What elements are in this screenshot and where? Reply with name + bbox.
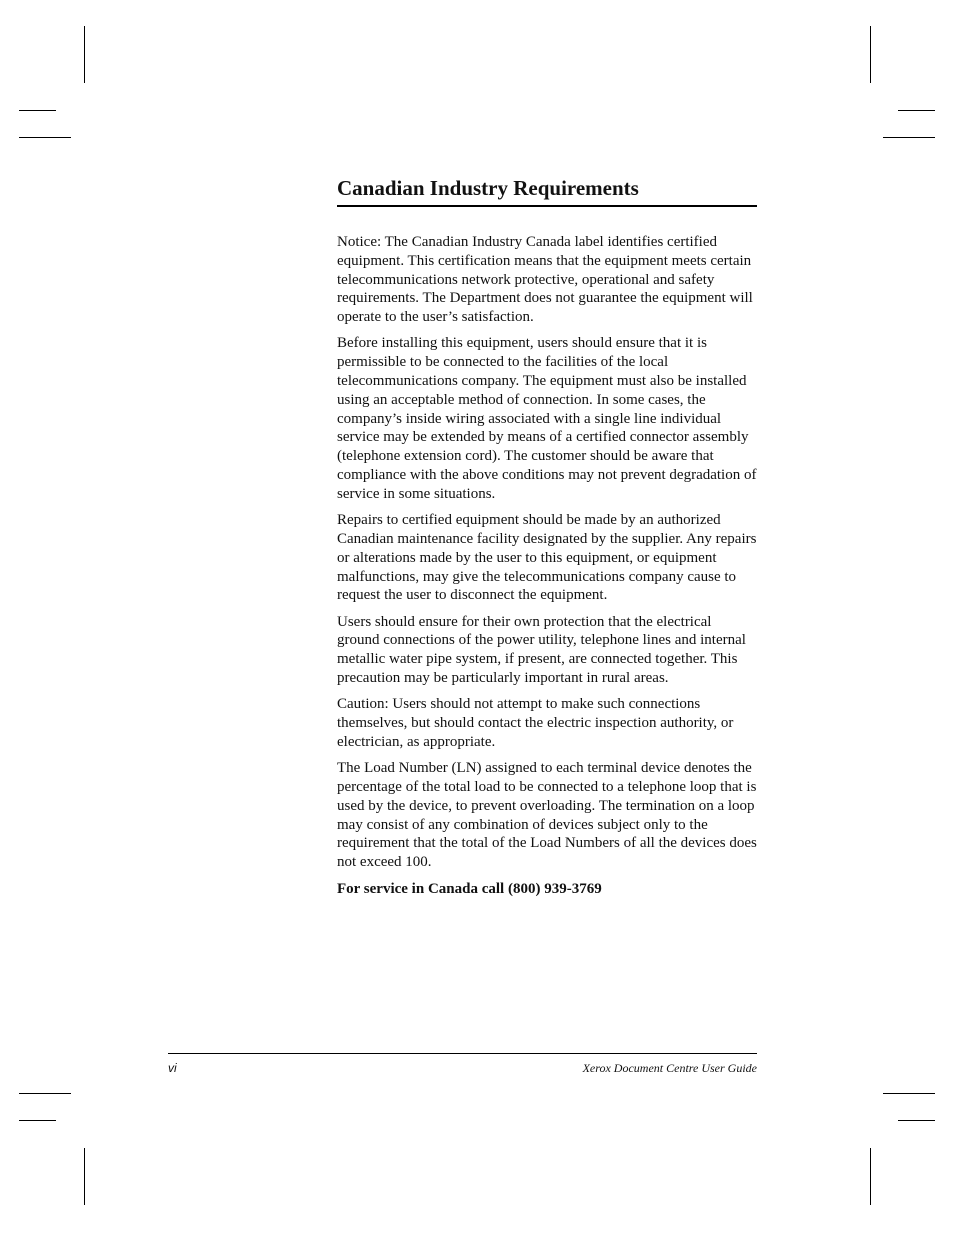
crop-mark-bottom-right-horizontal-1	[883, 1093, 935, 1094]
crop-mark-bottom-left-horizontal-1	[19, 1093, 71, 1094]
page-title: Canadian Industry Requirements	[337, 176, 639, 200]
paragraph-repairs: Repairs to certified equipment should be made by an authorized Canadian maintenance facility designated by the supplier. Any repairs or alterations made by the user to this equipment, or equipment malfunctions, may give the telecommunications company cause to request the user to disconnect the equipment.	[337, 512, 757, 604]
crop-mark-top-left-horizontal-2	[19, 137, 71, 138]
paragraph-notice: Notice: The Canadian Industry Canada label identifies certified equipment. This certification means that the equipment meets certain telecommunications network protective, operational and safety requirements. The Department does not guarantee the equipment will operate to the user’s satisfaction.	[337, 234, 753, 326]
paragraph-caution: Caution: Users should not attempt to make such connections themselves, but should contact the electric inspection authority, or electrician, as appropriate.	[337, 696, 734, 750]
paragraph-grounding: Users should ensure for their own protection that the electrical ground connections of the power utility, telephone lines and internal metallic water pipe system, if present, are connected together. This precaution may be particularly important in rural areas.	[337, 613, 746, 687]
body-text	[337, 233, 757, 906]
paragraph-load-number: The Load Number (LN) assigned to each terminal device denotes the percentage of the total load to be connected to a telephone loop that is used by the device, to prevent overloading. The termination on a loop may consist of any combination of devices subject only to the requirement that the total of the Load Numbers of all the devices does not exceed 100.	[337, 760, 757, 871]
crop-mark-bottom-right-vertical	[870, 1148, 871, 1205]
running-footer-title: Xerox Document Centre User Guide	[582, 1061, 757, 1075]
title-underline	[337, 205, 757, 207]
paragraph-installation: Before installing this equipment, users should ensure that it is permissible to be connected to the facilities of the local telecommunications company. The equipment must also be installed using an acceptable method of connection. In some cases, the company’s inside wiring associated with a single line individual service may be extended by means of a certified connector assembly (telephone extension cord). The customer should be aware that compliance with the above conditions may not prevent degradation of service in some situations.	[337, 335, 757, 502]
service-phone-line: For service in Canada call (800) 939-3769	[337, 880, 602, 897]
crop-mark-top-left-vertical	[84, 26, 85, 83]
crop-mark-top-right-horizontal-1	[898, 110, 935, 111]
crop-mark-top-left-horizontal-1	[19, 110, 56, 111]
crop-mark-bottom-left-vertical	[84, 1148, 85, 1205]
page-number: vi	[168, 1061, 177, 1075]
crop-mark-top-right-horizontal-2	[883, 137, 935, 138]
crop-mark-bottom-left-horizontal-2	[19, 1120, 56, 1121]
crop-mark-top-right-vertical	[870, 26, 871, 83]
crop-mark-bottom-right-horizontal-2	[898, 1120, 935, 1121]
footer-rule	[168, 1053, 757, 1054]
